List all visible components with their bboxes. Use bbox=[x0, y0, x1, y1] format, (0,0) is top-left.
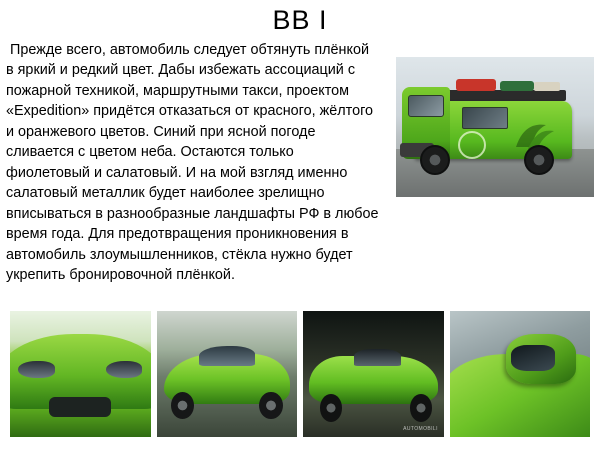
side-mirror-housing bbox=[506, 334, 576, 384]
headlight-left bbox=[18, 361, 55, 377]
roof-cargo-green bbox=[500, 81, 534, 91]
front-wheel bbox=[171, 392, 195, 420]
windshield bbox=[199, 346, 255, 366]
cabin-glass bbox=[354, 349, 402, 367]
roof-cargo-red bbox=[456, 79, 496, 91]
van-front-wheel bbox=[420, 145, 450, 175]
roof-rack bbox=[440, 90, 566, 101]
van-side-window bbox=[462, 107, 508, 129]
green-sports-coupe-photo bbox=[157, 311, 298, 437]
green-side-mirror-closeup-photo bbox=[450, 311, 591, 437]
green-supercar-photo bbox=[303, 311, 444, 437]
green-coupe-front-photo bbox=[10, 311, 151, 437]
mirror-glass bbox=[511, 345, 555, 371]
headlight-right bbox=[106, 361, 143, 377]
roof-cargo-light bbox=[534, 82, 560, 91]
green-expedition-van-photo bbox=[396, 57, 594, 197]
front-wheel bbox=[320, 394, 342, 422]
van-rear-wheel bbox=[524, 145, 554, 175]
photo-watermark: AUTOMOBILI bbox=[403, 425, 438, 432]
slide-body-text: Прежде всего, автомобиль следует обтянуть плёнкой в яркий и редкий цвет. Дабы избежать ассоциаций с пожарной техникой, маршрутными такси, проектом «Expedition» придётся отказаться от красного, жёлтого и оранжевого цветов. Синий при ясной погоде сливается с цветом неба. Остаются только фиолетовый и салатовый. И на мой взгляд именно салатовый металлик будет наиболее зрелищно вписываться в разнообразные ландшафты РФ в любое время года. Для предотвращения проникновения в автомобиль злоумышленников, стёкла нужно будет укрепить бронировочной плёнкой. bbox=[6, 42, 383, 283]
page-title: ВВ I bbox=[272, 5, 328, 35]
rear-wheel bbox=[259, 392, 283, 420]
photo-strip bbox=[10, 311, 590, 437]
van-emblem bbox=[458, 131, 486, 159]
van-windshield bbox=[408, 95, 444, 117]
rear-wheel bbox=[410, 394, 432, 422]
front-grille bbox=[49, 397, 111, 417]
